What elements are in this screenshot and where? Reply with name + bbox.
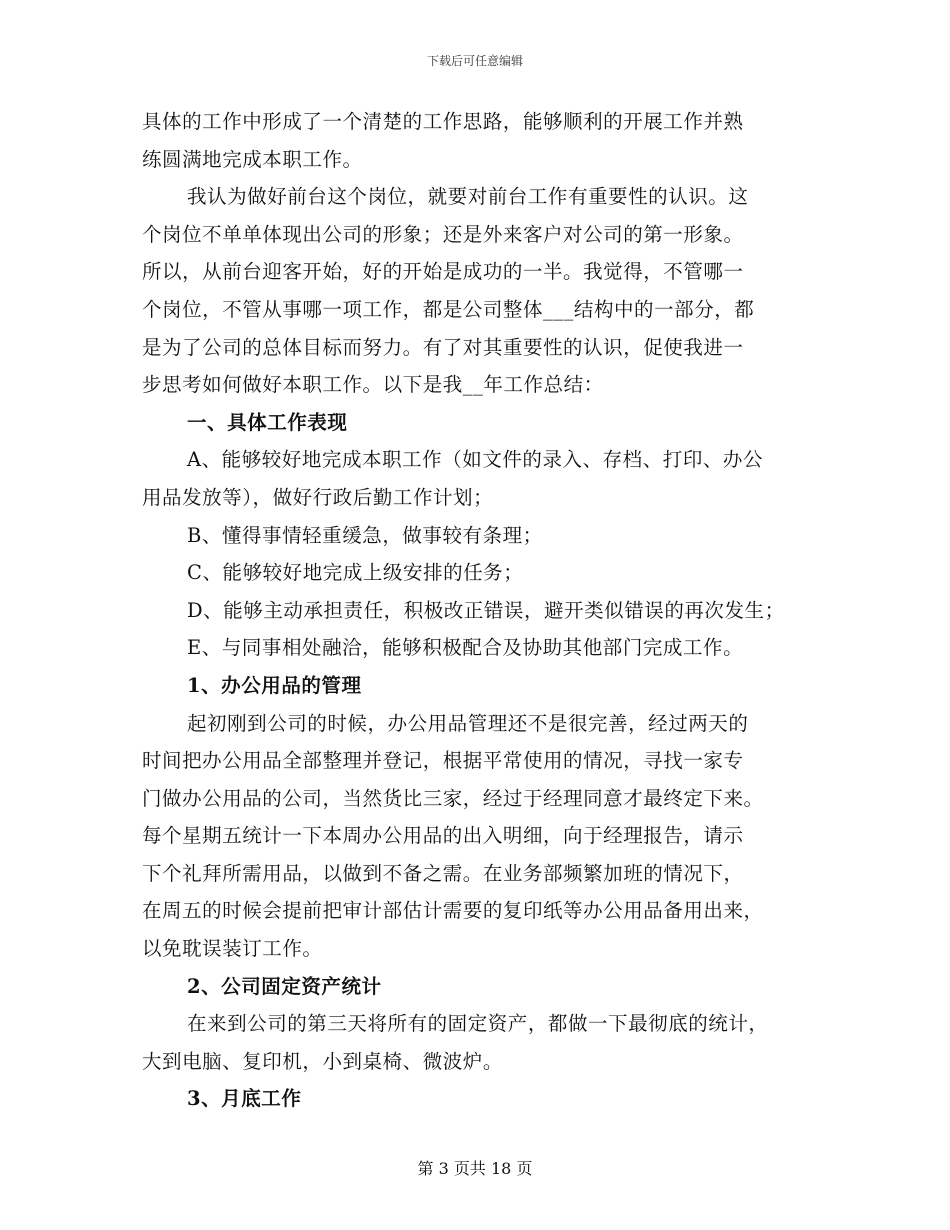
body-line: 步思考如何做好本职工作。以下是我__年工作总结： — [142, 373, 604, 397]
body-line: A、能够较好地完成本职工作（如文件的录入、存档、打印、办公 — [187, 448, 764, 472]
document-body — [142, 103, 812, 1118]
body-line: 个岗位不单单体现出公司的形象；还是外来客户对公司的第一形象。 — [142, 222, 744, 246]
body-line: 用品发放等），做好行政后勤工作计划； — [142, 485, 494, 509]
body-line: 练圆满地完成本职工作。 — [142, 147, 363, 171]
body-line: 大到电脑、复印机，小到桌椅、微波炉。 — [142, 1049, 503, 1073]
body-line: 下个礼拜所需用品，以做到不备之需。在业务部频繁加班的情况下， — [142, 861, 744, 885]
body-line: D、能够主动承担责任，积极改正错误，避开类似错误的再次发生； — [187, 598, 785, 622]
body-line: 在周五的时候会提前把审计部估计需要的复印纸等办公用品备用出来， — [142, 899, 764, 923]
body-line: 门做办公用品的公司，当然货比三家，经过于经理同意才最终定下来。 — [142, 786, 764, 810]
body-line: 所以，从前台迎客开始，好的开始是成功的一半。我觉得，不管哪一 — [142, 260, 744, 284]
body-line: E、与同事相处融洽，能够积极配合及协助其他部门完成工作。 — [187, 636, 744, 660]
body-line: 时间把办公用品全部整理并登记，根据平常使用的情况，寻找一家专 — [142, 749, 744, 773]
page-header: 下载后可任意编辑 — [426, 54, 523, 68]
body-line: 每个星期五统计一下本周办公用品的出入明细，向于经理报告，请示 — [142, 824, 744, 848]
body-line: 起初刚到公司的时候，办公用品管理还不是很完善，经过两天的 — [187, 711, 749, 735]
body-line: 个岗位，不管从事哪一项工作，都是公司整体___结构中的一部分，都 — [142, 297, 755, 321]
body-line: B、懂得事情轻重缓急，做事较有条理； — [187, 523, 543, 547]
section-heading: 一、具体工作表现 — [187, 410, 348, 434]
body-line: 具体的工作中形成了一个清楚的工作思路，能够顺利的开展工作并熟 — [142, 110, 744, 133]
body-line: 在来到公司的第三天将所有的固定资产，都做一下最彻底的统计， — [187, 1012, 769, 1036]
section-heading: 2、公司固定资产统计 — [187, 974, 382, 998]
body-line: 以免耽误装订工作。 — [142, 937, 323, 961]
body-line: 是为了公司的总体目标而努力。有了对其重要性的认识，促使我进一 — [142, 335, 744, 359]
section-heading: 1、办公用品的管理 — [187, 673, 362, 697]
body-line: C、能够较好地完成上级安排的任务； — [187, 561, 524, 585]
section-heading: 3、月底工作 — [187, 1087, 302, 1111]
page-footer: 第 3 页共 18 页 — [417, 1159, 533, 1178]
body-line: 我认为做好前台这个岗位，就要对前台工作有重要性的认识。这 — [187, 185, 749, 209]
